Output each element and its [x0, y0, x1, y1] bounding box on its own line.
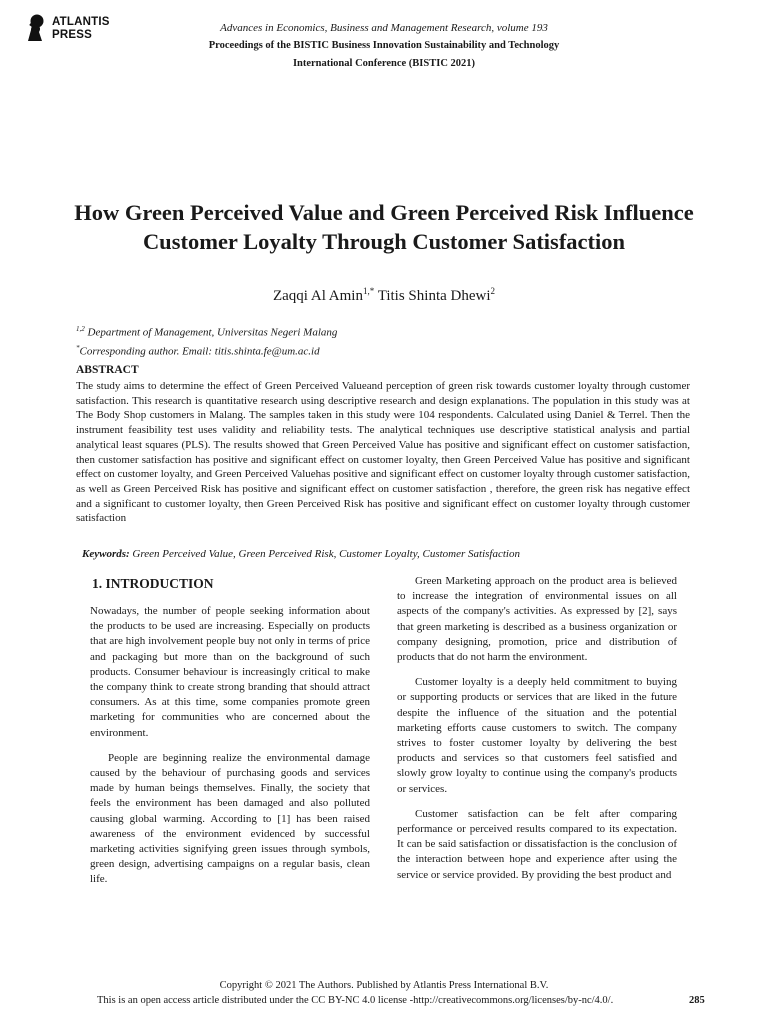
affiliation-line — [76, 341, 337, 360]
keywords-text: Green Perceived Value, Green Perceived Risk, Customer Loyalty, Customer Satisfaction — [129, 548, 520, 560]
body-paragraph: Customer loyalty is a deeply held commitment to buying or supporting products or services that are liked in the future despite the influence of the situation and the potential marketing efforts cause customers to switch. The company strives to foster customer loyalty by delivering the best products and services so that customers feel satisfied and slowly grow loyalty to continue using the company's products or services. — [397, 676, 677, 795]
left-column — [90, 574, 370, 898]
section-heading: 1. INTRODUCTION — [92, 576, 214, 591]
copyright-notice: Copyright © 2021 The Authors. Published by Atlantis Press International B.V. — [219, 980, 549, 991]
author-list — [0, 286, 768, 305]
affiliation-mark: 1,2 — [76, 325, 85, 333]
paper-title: How Green Perceived Value and Green Perceived Risk Influence Customer Loyalty Through Customer Satisfaction — [74, 200, 694, 254]
author-affiliation-mark: 2 — [490, 286, 496, 296]
corresponding-author-text: Corresponding author. Email: titis.shinta.fe@um.ac.id — [79, 345, 320, 358]
right-column — [397, 574, 677, 893]
affiliations — [76, 322, 337, 359]
logo-line: PRESS — [52, 29, 92, 41]
author-name: Zaqqi Al Amin — [272, 288, 363, 304]
abstract-heading: ABSTRACT — [76, 364, 139, 376]
abstract-body: The study aims to determine the effect of Green Perceived Valueand perception of green risk towards customer loyalty through customer satisfaction. This research is quantitative research using descriptive research and design explanations. The population in this study was at The Body Shop customers in Malang. The samples taken in this study were 104 respondents. Calculated using Daniel & Terrel. Then the instrument feasibility test uses validity and reliability tests. The analytical techniques use descriptive statistical analysis and partial analytical least squares (PLS). The results showed that Green Perceived Value has positive and significant effect on customer satisfaction, then customer satisfaction has positive and significant effect on customer loyalty, then Green Perceived Value has positive and significant effect on customer loyalty, and Green Perceived Valuehas positive and significant effect on customer loyalty through customer satisfaction, as well as Green Perceived Risk has positive and significant effect on customer satisfaction , therefore, the green risk has negative effect and a significant to customer loyalty, then Green Perceived Risk has positive and significant effect on customer loyalty through customer satisfaction — [76, 380, 690, 525]
logo-line: ATLANTIS — [52, 16, 110, 28]
keywords — [82, 548, 520, 560]
conference-title: International Conference (BISTIC 2021) — [292, 58, 476, 69]
body-paragraph: People are beginning realize the environmental damage caused by the behaviour of purchasing goods and services made by human beings themselves. Finally, the society that feels the environment has been damaged and also polluted causing global warming. According to [1] has been raised awareness of the environment evidenced by successful marketing activities signifying green issues through symbols, green design, advertising campaigns on a regular basis, clean life. — [90, 751, 370, 886]
proceedings-title: Proceedings of the BISTIC Business Innovation Sustainability and Technology — [208, 40, 560, 51]
affiliation-line — [76, 322, 337, 341]
affiliation-text: Department of Management, Universitas Negeri Malang — [84, 326, 338, 339]
page-number: 285 — [689, 995, 705, 1006]
body-paragraph: Customer satisfaction can be felt after comparing performance or perceived results compared to its expectation. It can be said satisfaction or dissatisfaction is the conclusion of the interaction between hope and experience after using the service or service provided. By providing the best product and — [397, 807, 677, 881]
license-notice: This is an open access article distributed under the CC BY-NC 4.0 license -http://creativecommons.org/licenses/by-nc/4.0/. — [97, 995, 614, 1006]
body-paragraph: Green Marketing approach on the product area is believed to increase the integration of environmental issues on all aspects of the company's activities. As expressed by [2], says that green marketing is described as a business organization or company designing, promotion, price and distribution of products that do not harm the environment. — [397, 575, 677, 664]
keywords-label: Keywords: — [82, 548, 130, 560]
body-paragraph: Nowadays, the number of people seeking information about the products to be used are increasing. Especially on products that are high involvement people buy not only in terms of price and packaging but more than on the background of such products. Consumer behaviour is increasingly critical to make the company think to create strong branding that should attract consumers. As at this time, some companies promote green marketing for communities who are concerned about the environment. — [90, 605, 370, 739]
author-name: Titis Shinta Dhewi — [377, 288, 491, 304]
series-title: Advances in Economics, Business and Management Research, volume 193 — [220, 22, 548, 34]
author-affiliation-mark: 1,* — [362, 286, 375, 296]
affiliation-mark: * — [76, 343, 80, 352]
